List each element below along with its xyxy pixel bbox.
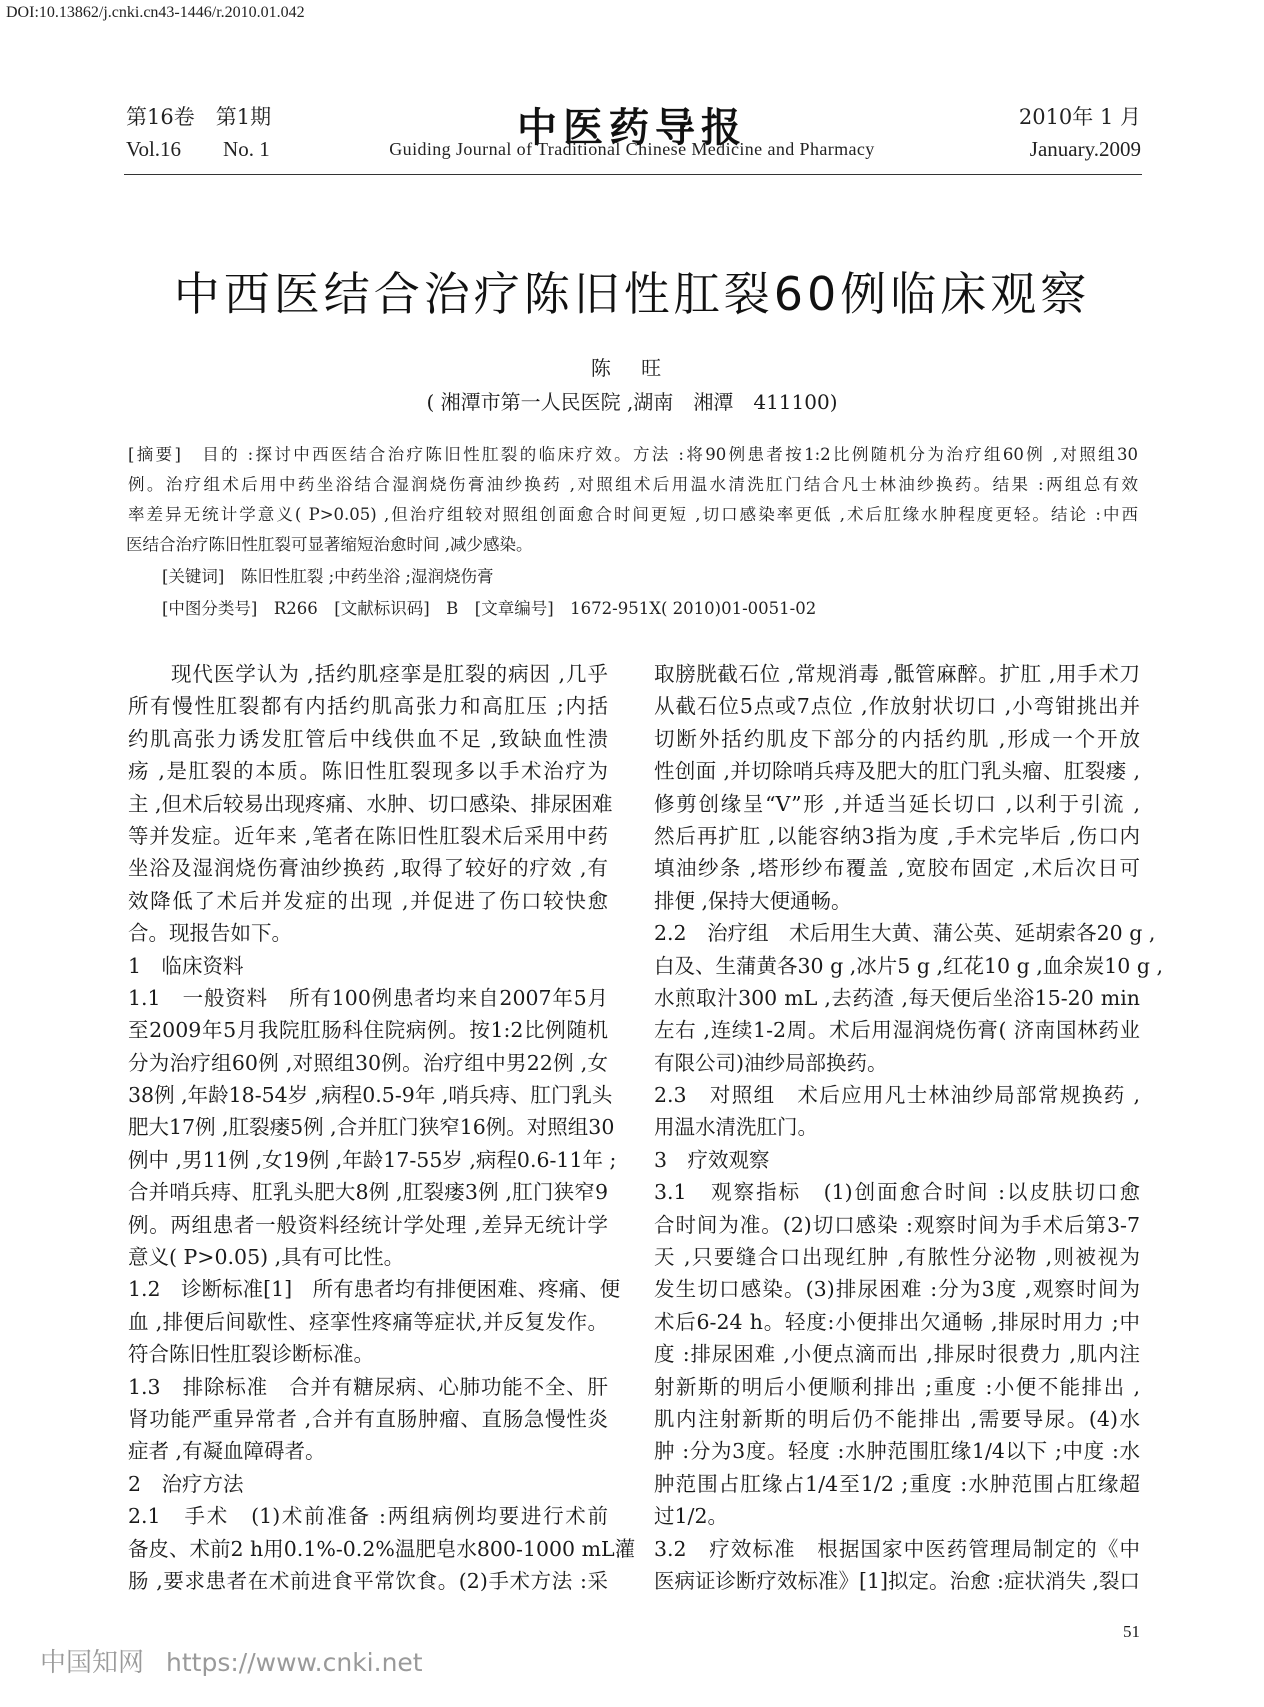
text-line: 例。两组患者一般资料经统计学处理 ,差异无统计学: [128, 1212, 608, 1237]
text-line: 排便 ,保持大便通畅。: [654, 888, 852, 913]
page-number: 51: [1123, 1622, 1140, 1641]
text-line: 符合陈旧性肛裂诊断标准。: [128, 1342, 374, 1367]
text-line: 合。现报告如下。: [128, 921, 292, 946]
text-line: 2.1 手术 (1)术前准备 :两组病例均要进行术前: [128, 1504, 608, 1529]
text-line: 发生切口感染。(3)排尿困难 :分为3度 ,观察时间为: [654, 1277, 1140, 1302]
text-line: 从截石位5点或7点位 ,作放射状切口 ,小弯钳挑出并: [654, 694, 1140, 719]
date-cn: 2010年 1 月: [1018, 105, 1141, 129]
text-line: 意义( P>0.05) ,具有可比性。: [128, 1245, 405, 1270]
text-line: 38例 ,年龄18-54岁 ,病程0.5-9年 ,哨兵痔、肛门乳头: [128, 1083, 613, 1108]
text-line: 度 :排尿困难 ,小便点滴而出 ,排尿时很费力 ,肌内注: [654, 1342, 1140, 1367]
text-line: 取膀胱截石位 ,常规消毒 ,骶管麻醉。扩肛 ,用手术刀: [654, 662, 1140, 686]
text-line: 至2009年5月我院肛肠科住院病例。按1:2比例随机: [128, 1018, 608, 1043]
text-line: 天 ,只要缝合口出现红肿 ,有脓性分泌物 ,则被视为: [654, 1245, 1140, 1270]
abstract-line: 医结合治疗陈旧性肛裂可显著缩短治愈时间 ,减少感染。: [126, 535, 533, 554]
text-line: 主 ,但术后较易出现疼痛、水肿、切口感染、排尿困难: [128, 791, 613, 816]
text-line: 血 ,排便后间歇性、痉挛性疼痛等症状,并反复发作。: [128, 1309, 608, 1334]
text-line: 症者 ,有凝血障碍者。: [128, 1439, 326, 1464]
text-line: 肾功能严重异常者 ,合并有直肠肿瘤、直肠急慢性炎: [128, 1406, 608, 1431]
watermark: [40, 1642, 423, 1679]
abstract-line: 例。治疗组术后用中药坐浴结合湿润烧伤膏油纱换药 ,对照组术后用温水清洗肛门结合凡士林油纱换药。结果 :两组总有效: [128, 475, 1138, 494]
text-line: 2.3 对照组 术后应用凡士林油纱局部常规换药 ,: [654, 1083, 1140, 1108]
text-line: 坐浴及湿润烧伤膏油纱换药 ,取得了较好的疗效 ,有: [128, 856, 608, 881]
watermark-brand: 中国知网: [40, 1648, 145, 1678]
article-author: 陈 旺: [590, 356, 674, 380]
text-line: 然后再扩肛 ,以能容纳3指为度 ,手术完毕后 ,伤口内: [654, 823, 1140, 848]
abstract-line: 率差异无统计学意义( P>0.05) ,但治疗组较对照组创面愈合时间更短 ,切口感染率更低 ,术后肛缘水肿程度更轻。结论 :中西: [128, 505, 1138, 524]
volume-cn: 第16卷 第1期: [126, 105, 272, 129]
text-line: 1.3 排除标准 合并有糖尿病、心肺功能不全、肝: [128, 1374, 608, 1399]
text-line: 肌内注射新斯的明后仍不能排出 ,需要导尿。(4)水: [654, 1406, 1140, 1431]
text-line: 肠 ,要求患者在术前进食平常饮食。(2)手术方法 :采: [128, 1568, 608, 1593]
text-line: 3.2 疗效标准 根据国家中医药管理局制定的《中: [654, 1536, 1140, 1561]
text-line: 填油纱条 ,塔形纱布覆盖 ,宽胶布固定 ,术后次日可: [654, 856, 1140, 881]
text-line: 1.2 诊断标准[1] 所有患者均有排便困难、疼痛、便: [128, 1277, 621, 1302]
text-line: 备皮、术前2 h用0.1%-0.2%温肥皂水800-1000 mL灌: [128, 1536, 636, 1561]
text-line: 1.1 一般资料 所有100例患者均来自2007年5月: [128, 985, 608, 1010]
text-line: 医病证诊断疗效标准》[1]拟定。治愈 :症状消失 ,裂口: [654, 1568, 1140, 1593]
article-title: 中西医结合治疗陈旧性肛裂60例临床观察: [173, 267, 1091, 321]
right-column: [654, 658, 1163, 1597]
keywords: [关键词] 陈旧性肛裂 ;中药坐浴 ;湿润烧伤膏: [162, 567, 494, 586]
header-rule: [124, 174, 1142, 175]
article-affiliation: ( 湘潭市第一人民医院 ,湖南 湘潭 411100): [426, 390, 838, 414]
abstract-line: [摘要] 目的 :探讨中西医结合治疗陈旧性肛裂的临床疗效。方法 :将90例患者按1:2比例随机分为治疗组60例 ,对照组30: [128, 445, 1138, 464]
text-line: 肥大17例 ,肛裂瘘5例 ,合并肛门狭窄16例。对照组30: [128, 1115, 615, 1140]
text-line: 效降低了术后并发症的出现 ,并促进了伤口较快愈: [128, 888, 608, 913]
text-line: 白及、生蒲黄各30 g ,冰片5 g ,红花10 g ,血余炭10 g ,: [654, 953, 1163, 978]
doi-text: DOI:10.13862/j.cnki.cn43-1446/r.2010.01.042: [6, 4, 305, 21]
left-column: [128, 658, 636, 1597]
text-line: 所有慢性肛裂都有内括约肌高张力和高肛压 ;内括: [128, 694, 608, 719]
text-line: 约肌高张力诱发肛管后中线供血不足 ,致缺血性溃: [128, 726, 608, 751]
watermark-url: https://www.cnki.net: [166, 1648, 423, 1677]
text-line: 合并哨兵痔、肛乳头肥大8例 ,肛裂瘘3例 ,肛门狭窄9: [128, 1180, 608, 1205]
text-line: 1 临床资料: [128, 953, 244, 978]
text-line: 性创面 ,并切除哨兵痔及肥大的肛门乳头瘤、肛裂瘘 ,: [654, 759, 1140, 784]
text-line: 修剪创缘呈“V”形 ,并适当延长切口 ,以利于引流 ,: [654, 791, 1140, 816]
text-line: 现代医学认为 ,括约肌痉挛是肛裂的病因 ,几乎: [128, 662, 608, 686]
text-line: 2 治疗方法: [128, 1471, 244, 1496]
text-line: 2.2 治疗组 术后用生大黄、蒲公英、延胡索各20 g ,: [654, 921, 1156, 946]
text-line: 分为治疗组60例 ,对照组30例。治疗组中男22例 ,女: [128, 1050, 608, 1075]
text-line: 过1/2。: [654, 1504, 728, 1529]
text-line: 左右 ,连续1-2周。术后用湿润烧伤膏( 济南国林药业: [654, 1018, 1140, 1043]
journal-subtitle: Guiding Journal of Traditional Chinese Medicine and Pharmacy: [389, 139, 875, 159]
text-line: 肿范围占肛缘占1/4至1/2 ;重度 :水肿范围占肛缘超: [654, 1471, 1140, 1496]
text-line: 合时间为准。(2)切口感染 :观察时间为手术后第3-7: [654, 1212, 1140, 1237]
text-line: 用温水清洗肛门。: [654, 1115, 818, 1140]
text-line: 例中 ,男11例 ,女19例 ,年龄17-55岁 ,病程0.6-11年 ;: [128, 1147, 617, 1172]
text-line: 等并发症。近年来 ,笔者在陈旧性肛裂术后采用中药: [128, 823, 608, 848]
volume-en: Vol.16 No. 1: [126, 137, 270, 161]
text-line: 3 疗效观察: [654, 1147, 770, 1172]
classification: [中图分类号] R266 [文献标识码] B [文章编号] 1672-951X( 2010)01-0051-02: [162, 599, 817, 618]
journal-title: 中医药导报: [517, 104, 747, 151]
text-line: 术后6-24 h。轻度:小便排出欠通畅 ,排尿时用力 ;中: [654, 1309, 1140, 1334]
text-line: 有限公司)油纱局部换药。: [654, 1050, 888, 1075]
text-line: 3.1 观察指标 (1)创面愈合时间 :以皮肤切口愈: [654, 1180, 1140, 1205]
text-line: 切断外括约肌皮下部分的内括约肌 ,形成一个开放: [654, 726, 1140, 751]
text-line: 射新斯的明后小便顺利排出 ;重度 :小便不能排出 ,: [654, 1374, 1140, 1399]
text-line: 水煎取汁300 mL ,去药渣 ,每天便后坐浴15-20 min: [654, 985, 1140, 1010]
date-en: January.2009: [1029, 137, 1141, 161]
text-line: 疡 ,是肛裂的本质。陈旧性肛裂现多以手术治疗为: [128, 759, 608, 784]
text-line: 肿 :分为3度。轻度 :水肿范围肛缘1/4以下 ;中度 :水: [654, 1439, 1140, 1464]
